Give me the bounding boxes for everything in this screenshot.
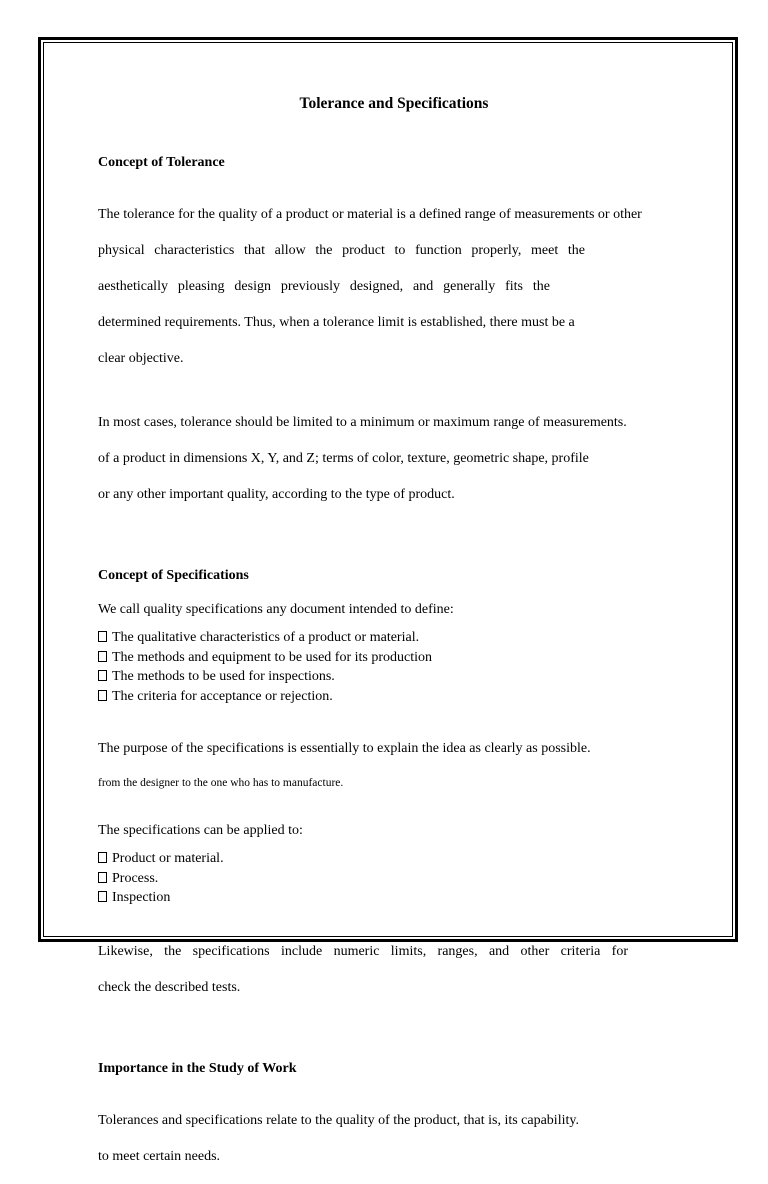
checkbox-glyph-icon [98,690,107,701]
paragraph-line: to meet certain needs. [98,1148,221,1164]
list-item [98,849,680,869]
paragraph-line: In most cases, tolerance should be limited to a minimum or maximum range of measurements. [98,415,627,430]
paragraph-line: of a product in dimensions X, Y, and Z; terms of color, texture, geometric shape, profile [98,451,589,466]
paragraph-line: physical characteristics that allow the product to function properly, meet the [98,243,585,258]
checkbox-glyph-icon [98,670,107,681]
paragraph-line: The tolerance for the quality of a product or material is a defined range of measurements or other [98,207,642,222]
document-page [98,95,680,1184]
section-heading-tolerance: Concept of Tolerance [98,155,225,170]
applied-list [98,849,680,908]
paragraph-line: clear objective. [98,351,184,366]
list-item-text: The methods and equipment to be used for its production [112,649,432,665]
document-title: Tolerance and Specifications [299,95,489,112]
list-item [98,648,680,668]
list-item-text: The qualitative characteristics of a product or material. [112,630,420,645]
paragraph-line: or any other important quality, according to the type of product. [98,487,455,502]
tolerance-paragraph-2 [98,396,680,522]
list-item [98,628,680,648]
paragraph-line: determined requirements. Thus, when a tolerance limit is established, there must be a [98,315,575,330]
list-item-text: The criteria for acceptance or rejection. [112,688,333,704]
applied-intro: The specifications can be applied to: [98,823,303,838]
paragraph-line: from the designer to the one who has to manufacture. [98,777,344,789]
paragraph-line: aesthetically pleasing design previously designed, and generally fits the [98,279,550,294]
paragraph-line: The purpose of the specifications is essentially to explain the idea as clearly as possible. [98,741,591,756]
paragraph-line: Tolerances and specifications relate to the quality of the product, that is, its capability. [98,1112,579,1128]
list-item [98,687,680,707]
list-item-text: The methods to be used for inspections. [112,669,335,684]
list-item [98,869,680,889]
tolerance-paragraph-1 [98,188,680,386]
list-item-text: Process. [112,870,159,886]
checkbox-glyph-icon [98,891,107,902]
list-item [98,888,680,908]
specifications-intro: We call quality specifications any document intended to define: [98,602,454,617]
define-list [98,628,680,706]
list-item-text: Product or material. [112,851,224,866]
list-item [98,667,680,687]
section-heading-specifications: Concept of Specifications [98,568,249,583]
checkbox-glyph-icon [98,631,107,642]
purpose-paragraph [98,722,680,808]
importance-paragraph [98,1094,680,1184]
checkbox-glyph-icon [98,852,107,863]
checkbox-glyph-icon [98,872,107,883]
likewise-paragraph [98,925,680,1015]
checkbox-glyph-icon [98,651,107,662]
list-item-text: Inspection [112,890,171,905]
paragraph-line: Likewise, the specifications include numeric limits, ranges, and other criteria for [98,943,628,959]
section-heading-importance: Importance in the Study of Work [98,1060,297,1076]
paragraph-line: check the described tests. [98,979,241,995]
